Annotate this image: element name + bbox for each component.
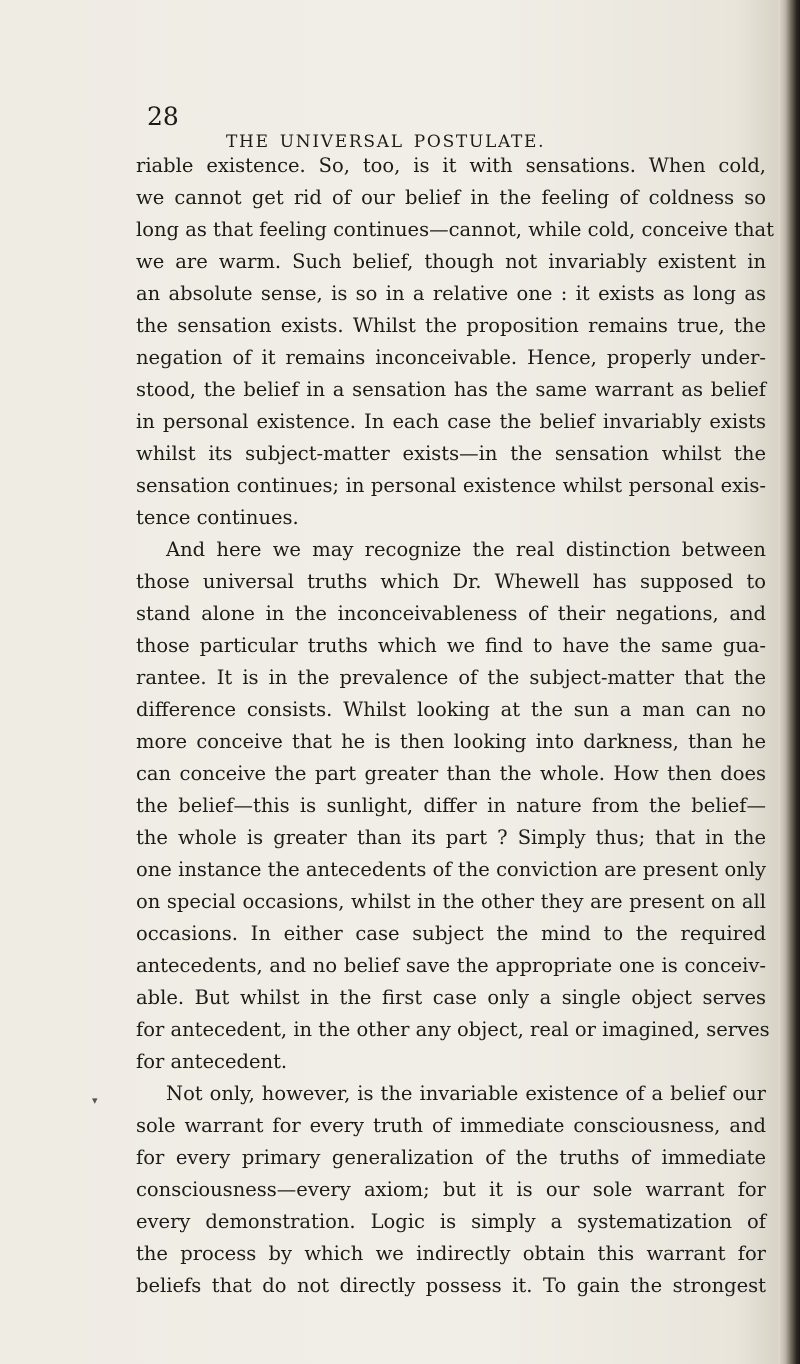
text-line: the belief—this is sunlight, differ in nature from the belief— <box>136 794 766 817</box>
paragraph-start-line: Not only, however, is the invariable existence of a belief our <box>166 1082 766 1105</box>
text-line: for antecedent, in the other any object, real or imagined, serves <box>136 1018 770 1041</box>
text-line: we are warm. Such belief, though not invariably existent in <box>136 250 766 273</box>
page-number: 28 <box>147 102 179 131</box>
text-line: the whole is greater than its part ? Simply thus; that in the <box>136 826 766 849</box>
paragraph-start-line: And here we may recognize the real distinction between <box>166 538 766 561</box>
text-line: sole warrant for every truth of immediate consciousness, and <box>136 1114 766 1137</box>
text-line: the process by which we indirectly obtain this warrant for <box>136 1242 766 1265</box>
text-line: long as that feeling continues—cannot, while cold, conceive that <box>136 218 774 241</box>
text-line: tence continues. <box>136 506 299 529</box>
text-line: those universal truths which Dr. Whewell has supposed to <box>136 570 766 593</box>
running-head: THE UNIVERSAL POSTULATE. <box>226 132 546 152</box>
text-line: stand alone in the inconceivableness of their negations, and <box>136 602 766 625</box>
text-line: we cannot get rid of our belief in the feeling of coldness so <box>136 186 766 209</box>
text-line: beliefs that do not directly possess it. To gain the strongest <box>136 1274 766 1297</box>
text-line: negation of it remains inconceivable. Hence, properly under- <box>136 346 766 369</box>
text-line: for antecedent. <box>136 1050 288 1073</box>
body-text <box>136 150 774 1302</box>
text-line: those particular truths which we find to have the same gua- <box>136 634 766 657</box>
text-line: antecedents, and no belief save the appropriate one is conceiv- <box>136 954 766 977</box>
text-line: riable existence. So, too, is it with sensations. When cold, <box>136 154 766 177</box>
text-line: can conceive the part greater than the whole. How then does <box>136 762 766 785</box>
text-line: rantee. It is in the prevalence of the subject-matter that the <box>136 666 766 689</box>
text-line: one instance the antecedents of the conviction are present only <box>136 858 766 881</box>
page-binding-edge <box>778 0 800 1364</box>
text-line: sensation continues; in personal existence whilst personal exis- <box>136 474 766 497</box>
text-line: occasions. In either case subject the mind to the required <box>136 922 766 945</box>
text-line: difference consists. Whilst looking at the sun a man can no <box>136 698 766 721</box>
text-line: on special occasions, whilst in the other they are present on all <box>136 890 766 913</box>
text-line: every demonstration. Logic is simply a systematization of <box>136 1210 766 1233</box>
text-line: for every primary generalization of the truths of immediate <box>136 1146 766 1169</box>
text-line: able. But whilst in the first case only a single object serves <box>136 986 766 1009</box>
text-line: more conceive that he is then looking into darkness, than he <box>136 730 766 753</box>
text-line: whilst its subject-matter exists—in the sensation whilst the <box>136 442 766 465</box>
margin-mark: ▾ <box>92 1094 98 1107</box>
text-line: the sensation exists. Whilst the proposition remains true, the <box>136 314 766 337</box>
text-line: an absolute sense, is so in a relative one : it exists as long as <box>136 282 766 305</box>
text-line: in personal existence. In each case the belief invariably exists <box>136 410 766 433</box>
text-line: stood, the belief in a sensation has the same warrant as belief <box>136 378 766 401</box>
text-line: consciousness—every axiom; but it is our sole warrant for <box>136 1178 766 1201</box>
